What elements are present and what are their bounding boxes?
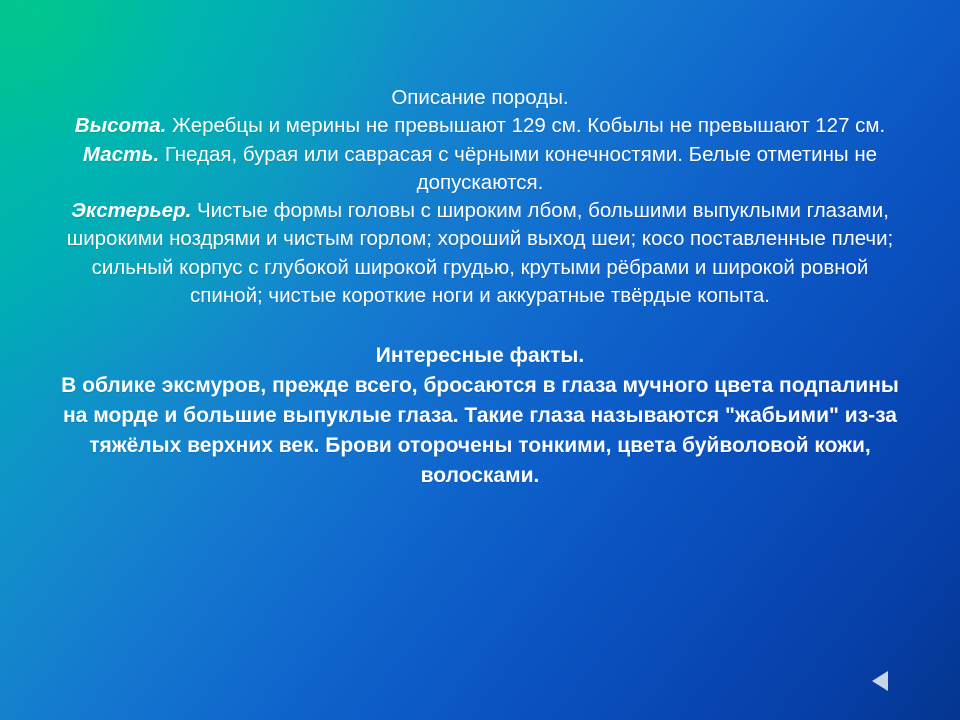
- paragraph-color: [60, 141, 900, 198]
- text-facts: В облике эксмуров, прежде всего, бросаются в глаза мучного цвета подпалины на морде и большие выпуклые глаза. Такие глаза называются "жабьими" из-за тяжёлых верхних век. Брови оторочены тонкими, цвета буйволовой кожи, волосками.: [61, 374, 899, 487]
- text-color: Гнедая, бурая или саврасая с чёрными конечностями. Белые отметины не допускаются.: [159, 142, 878, 194]
- section-title-facts: Интересные факты.: [375, 344, 585, 368]
- label-height: Высота.: [74, 114, 167, 138]
- previous-slide-button[interactable]: [864, 666, 898, 696]
- label-color: Масть.: [82, 142, 160, 166]
- paragraph-spacer: [60, 310, 900, 341]
- section-title-description: Описание породы.: [391, 86, 569, 109]
- text-conformation: Чистые формы головы с широким лбом, большими выпуклыми глазами, широкими ноздрями и чистым горлом; хороший выход шеи; косо поставленные плечи; сильный корпус с глубокой широкой грудью, крутыми рёбрами и широкой ровной спиной; чистые короткие ноги и аккуратные твёрдые копыта.: [66, 199, 894, 307]
- section-interesting-facts: [60, 341, 900, 490]
- paragraph-conformation: [60, 197, 900, 310]
- text-height: Жеребцы и мерины не превышают 129 см. Кобылы не превышают 127 см.: [166, 114, 886, 138]
- triangle-left-icon: [868, 668, 894, 694]
- slide-text-body: [60, 84, 900, 490]
- label-conformation: Экстерьер.: [71, 199, 192, 223]
- paragraph-height: [60, 112, 900, 140]
